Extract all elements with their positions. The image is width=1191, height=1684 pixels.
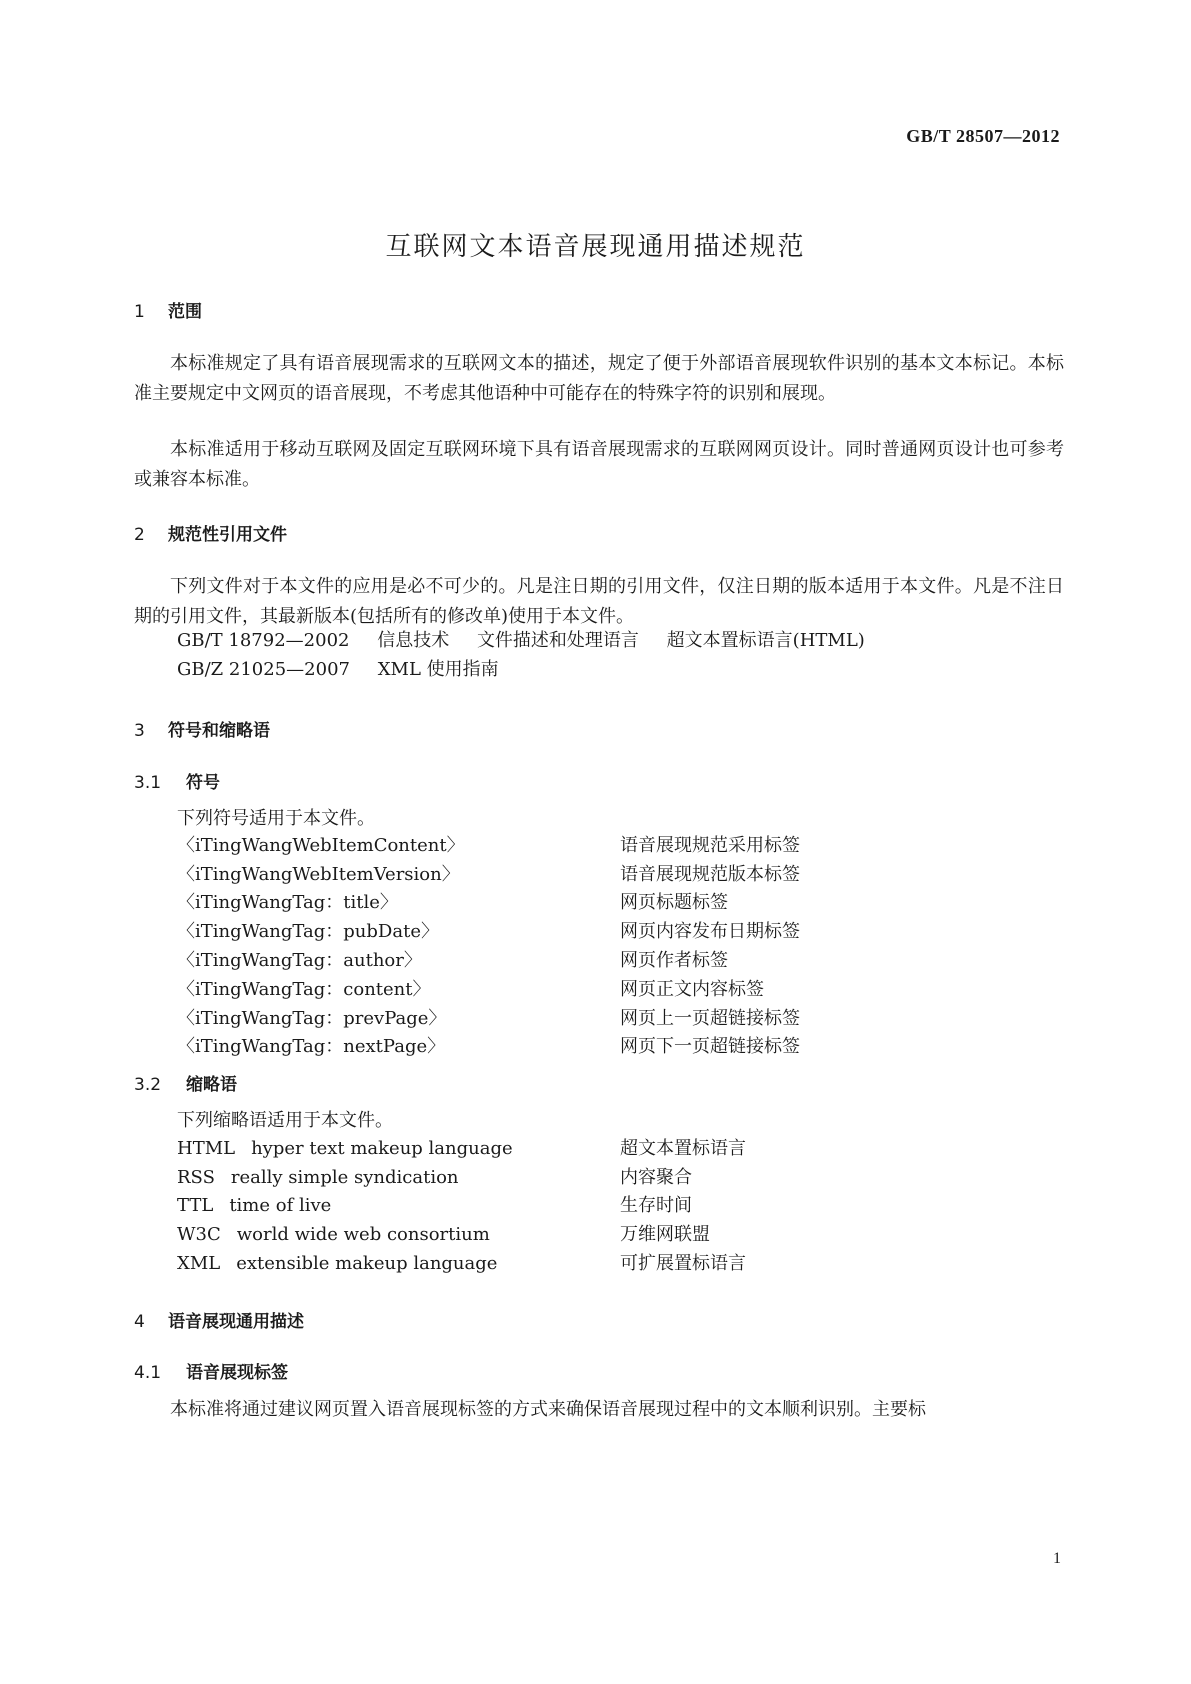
symbol-code: 〈iTingWangTag：author〉 (177, 950, 422, 971)
abbreviation-meaning: 可扩展置标语言 (620, 1253, 746, 1274)
symbol-meaning: 语音展现规范版本标签 (620, 864, 800, 885)
reference-code: GB/Z 21025—2007 (177, 659, 350, 680)
section-number: 3.2 (134, 1075, 162, 1095)
reference-part: XML 使用指南 (377, 659, 499, 680)
section-number: 2 (134, 525, 145, 545)
symbol-code: 〈iTingWangWebItemVersion〉 (177, 864, 460, 885)
symbol-meaning: 网页正文内容标签 (620, 979, 764, 1000)
abbreviations-intro: 下列缩略语适用于本文件。 (177, 1110, 393, 1131)
section-number: 3.1 (134, 773, 162, 793)
reference-part: 超文本置标语言(HTML) (666, 630, 865, 651)
standard-number: GB/T 28507—2012 (906, 126, 1060, 146)
symbol-code: 〈iTingWangTag：pubDate〉 (177, 921, 439, 942)
section-title: 语音展现标签 (186, 1363, 288, 1383)
symbol-meaning: 语音展现规范采用标签 (620, 835, 800, 856)
abbreviation: RSS (177, 1167, 215, 1188)
section-3-heading (134, 716, 270, 741)
section-3-1-heading (134, 768, 220, 793)
symbol-code: 〈iTingWangTag：nextPage〉 (177, 1036, 446, 1057)
abbreviation-full: really simple syndication (230, 1167, 459, 1188)
section-title: 符号 (186, 773, 220, 793)
reference-part: 信息技术 (377, 630, 450, 651)
abbreviation: XML (177, 1253, 221, 1274)
symbols-intro: 下列符号适用于本文件。 (177, 808, 375, 829)
section-title: 符号和缩略语 (168, 721, 270, 741)
symbol-meaning: 网页下一页超链接标签 (620, 1036, 800, 1057)
abbreviation: TTL (177, 1195, 214, 1216)
abbreviation-full: world wide web consortium (236, 1224, 490, 1245)
abbreviation-full: extensible makeup language (236, 1253, 498, 1274)
symbol-code: 〈iTingWangTag：title〉 (177, 892, 398, 913)
abbreviation: W3C (177, 1224, 221, 1245)
abbreviation-meaning: 生存时间 (620, 1195, 692, 1216)
symbol-meaning: 网页内容发布日期标签 (620, 921, 800, 942)
section-number: 4.1 (134, 1363, 162, 1383)
abbreviation: HTML (177, 1138, 236, 1159)
section-title: 范围 (168, 302, 202, 322)
symbol-meaning: 网页标题标签 (620, 892, 728, 913)
section-title: 规范性引用文件 (168, 525, 287, 545)
section-4-1-heading (134, 1358, 288, 1383)
reference-part: 文件描述和处理语言 (476, 630, 639, 651)
section-1-paragraph-2: 本标准适用于移动互联网及固定互联网环境下具有语音展现需求的互联网网页设计。同时普通网页设计也可参考或兼容本标准。 (134, 439, 1064, 490)
reference-code: GB/T 18792—2002 (177, 630, 350, 651)
section-2-paragraph: 下列文件对于本文件的应用是必不可少的。凡是注日期的引用文件，仅注日期的版本适用于本文件。凡是不注日期的引用文件，其最新版本(包括所有的修改单)使用于本文件。 (134, 576, 1064, 627)
section-2-heading (134, 520, 287, 545)
section-number: 1 (134, 302, 145, 322)
symbol-meaning: 网页作者标签 (620, 950, 728, 971)
section-number: 4 (134, 1312, 145, 1332)
section-title: 语音展现通用描述 (168, 1312, 304, 1332)
abbreviation-meaning: 超文本置标语言 (620, 1138, 746, 1159)
symbol-code: 〈iTingWangTag：prevPage〉 (177, 1008, 447, 1029)
section-number: 3 (134, 721, 145, 741)
abbreviation-meaning: 内容聚合 (620, 1167, 692, 1188)
section-4-1-paragraph: 本标准将通过建议网页置入语音展现标签的方式来确保语音展现过程中的文本顺利识别。主要标 (170, 1399, 926, 1420)
symbol-code: 〈iTingWangWebItemContent〉 (177, 835, 465, 856)
section-1-paragraph-1: 本标准规定了具有语音展现需求的互联网文本的描述，规定了便于外部语音展现软件识别的基本文本标记。本标准主要规定中文网页的语音展现，不考虑其他语种中可能存在的特殊字符的识别和展现。 (134, 353, 1064, 404)
symbol-code: 〈iTingWangTag：content〉 (177, 979, 431, 1000)
section-title: 缩略语 (186, 1075, 237, 1095)
document-title: 互联网文本语音展现通用描述规范 (385, 232, 806, 262)
section-4-heading (134, 1307, 304, 1332)
section-1-heading (134, 297, 202, 322)
section-3-2-heading (134, 1070, 237, 1095)
abbreviation-full: time of live (229, 1195, 332, 1216)
abbreviation-full: hyper text makeup language (251, 1138, 513, 1159)
reference-line (177, 626, 865, 656)
reference-line (177, 655, 499, 685)
abbreviation-meaning: 万维网联盟 (620, 1224, 710, 1245)
symbol-meaning: 网页上一页超链接标签 (620, 1008, 800, 1029)
page-number: 1 (1053, 1550, 1061, 1567)
